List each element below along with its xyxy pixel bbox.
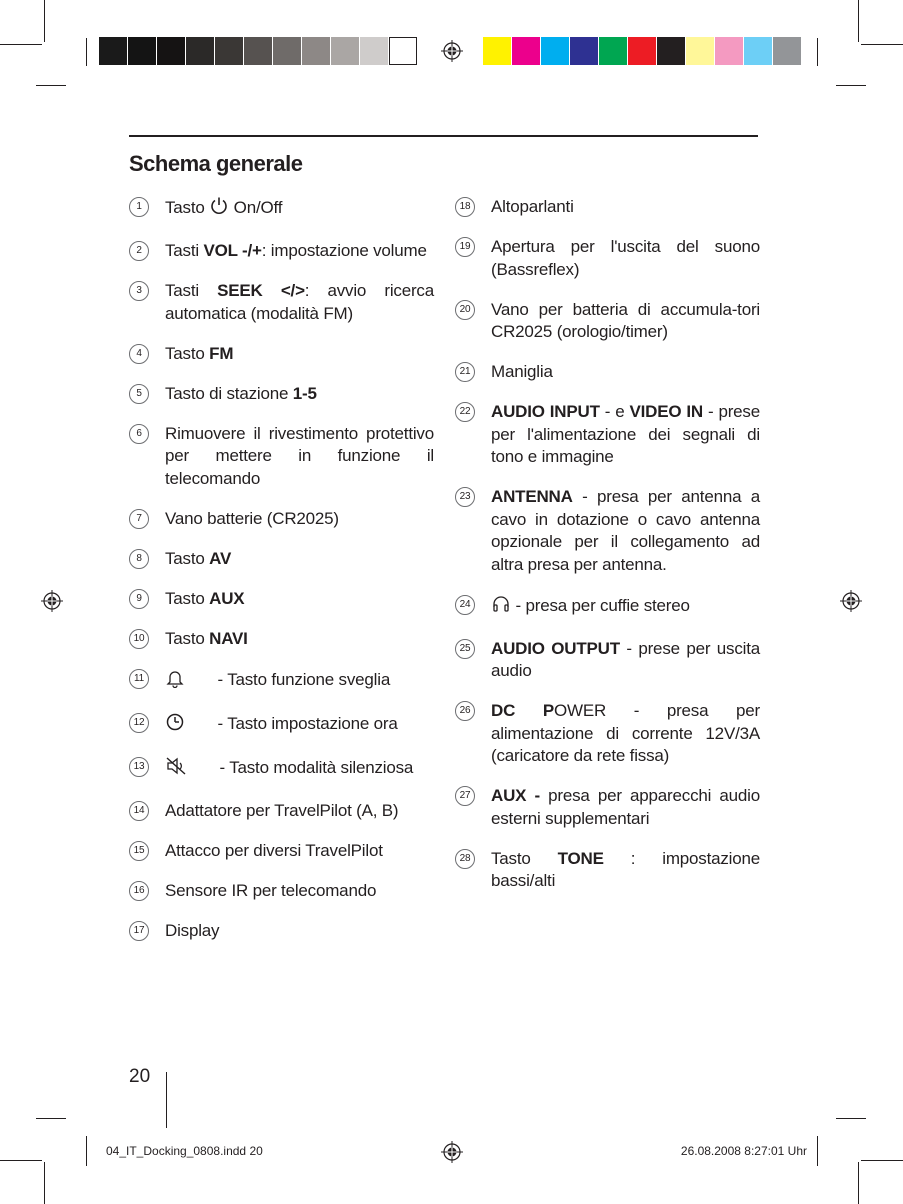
item-text: [491, 785, 760, 830]
item-label: Vano batterie (CR2025): [165, 508, 339, 528]
list-item: [455, 401, 760, 469]
item-bold-label: 1-5: [292, 383, 317, 403]
list-item: [129, 628, 434, 651]
item-label: Tasto: [491, 848, 558, 868]
registration-mark-icon: [840, 590, 862, 612]
item-number-badge: 22: [455, 402, 475, 422]
item-text: [165, 800, 434, 823]
crop-mark: [86, 1136, 87, 1166]
item-label: - prese per uscita audio: [491, 638, 760, 680]
list-item: [129, 508, 434, 531]
page-title: Schema generale: [129, 151, 303, 176]
item-bold-label: VOL -/+: [203, 241, 262, 260]
item-number-badge: 26: [455, 701, 475, 721]
item-text: [491, 299, 760, 344]
item-bold-label: TONE: [557, 848, 604, 868]
list-item: [129, 548, 434, 571]
item-label: - presa per cuffie stereo: [511, 595, 690, 615]
registration-mark-icon: [41, 590, 63, 612]
color-swatch: [244, 37, 272, 65]
mute-icon: [165, 756, 187, 783]
item-label: Display: [165, 920, 220, 940]
list-item: [455, 486, 760, 576]
item-text: [165, 383, 434, 406]
list-item: [129, 196, 434, 223]
crop-mark: [0, 1160, 42, 1161]
item-number-badge: 13: [129, 757, 149, 777]
list-item: [455, 848, 760, 893]
color-swatch: [389, 37, 417, 65]
item-number-badge: 2: [129, 241, 149, 261]
list-item: [455, 785, 760, 830]
item-label: - prese per l'alimentazione dei segnali di tono e immagine: [491, 402, 760, 466]
item-label: Tasto: [165, 548, 210, 568]
item-number-badge: 11: [129, 669, 149, 689]
clock-icon: [165, 712, 185, 739]
power-icon: [209, 196, 229, 223]
item-text: [491, 196, 760, 219]
color-swatch: [686, 37, 714, 65]
item-bold-label: DC P: [491, 701, 554, 720]
item-text: [165, 548, 434, 571]
item-text: [165, 880, 434, 903]
item-number-badge: 7: [129, 509, 149, 529]
page-number: 20: [129, 1066, 151, 1087]
item-label: Apertura per l'uscita del suono (Bassreflex): [491, 237, 760, 279]
list-item: [129, 920, 434, 943]
list-item: [129, 588, 434, 611]
item-label: presa per apparecchi audio esterni supplementari: [491, 786, 760, 828]
color-swatch: [215, 37, 243, 65]
item-text: [491, 486, 760, 576]
item-text: [165, 712, 434, 739]
item-bold-label: FM: [209, 343, 234, 363]
item-label: Tasto: [165, 198, 210, 217]
item-text: [165, 508, 434, 531]
item-text: [491, 638, 760, 683]
color-swatch: [628, 37, 656, 65]
item-number-badge: 27: [455, 786, 475, 806]
color-swatch: [512, 37, 540, 65]
item-text: [165, 196, 434, 223]
item-label: On/Off: [229, 198, 283, 217]
crop-mark: [36, 85, 66, 86]
headphones-icon: [491, 594, 511, 621]
item-label: Tasti: [165, 241, 204, 260]
item-bold-label: AUDIO OUTPUT: [491, 638, 620, 658]
color-swatch: [773, 37, 801, 65]
item-number-badge: 24: [455, 595, 475, 615]
crop-mark: [44, 1162, 45, 1204]
item-text: [165, 423, 434, 491]
registration-mark-icon: [441, 40, 463, 62]
list-item: [455, 236, 760, 281]
item-text: [165, 588, 434, 611]
item-number-badge: 6: [129, 424, 149, 444]
page-number-rule: [166, 1072, 167, 1128]
slug-filename: 04_IT_Docking_0808.indd 20: [106, 1144, 263, 1158]
list-item: [129, 712, 434, 739]
item-text: [491, 361, 760, 384]
item-label: Rimuovere il rivestimento protettivo per mettere in funzione il telecomando: [165, 423, 434, 488]
item-text: [491, 700, 760, 768]
item-number-badge: 12: [129, 713, 149, 733]
item-number-badge: 4: [129, 344, 149, 364]
item-number-badge: 23: [455, 487, 475, 507]
item-text: [165, 840, 434, 863]
list-item: [129, 383, 434, 406]
item-number-badge: 19: [455, 237, 475, 257]
item-label: - Tasto impostazione ora: [213, 713, 398, 733]
crop-mark: [858, 0, 859, 42]
crop-mark: [861, 44, 903, 45]
item-text: [165, 280, 434, 325]
list-item: [129, 800, 434, 823]
color-swatch: [570, 37, 598, 65]
item-bold-label: AUDIO INPUT: [491, 402, 600, 421]
item-text: [165, 756, 434, 783]
item-label: Maniglia: [491, 362, 553, 381]
item-number-badge: 1: [129, 197, 149, 217]
crop-mark: [858, 1162, 859, 1204]
item-bold-label: AUX: [209, 588, 245, 608]
item-number-badge: 10: [129, 629, 149, 649]
item-number-badge: 3: [129, 281, 149, 301]
item-text: [165, 920, 434, 943]
item-label: : avvio ricerca automatica (modalità FM): [165, 281, 434, 323]
item-text: [491, 848, 760, 893]
item-number-badge: 16: [129, 881, 149, 901]
crop-mark: [861, 1160, 903, 1161]
item-number-badge: 21: [455, 362, 475, 382]
list-item: [455, 196, 760, 219]
crop-mark: [36, 1118, 66, 1119]
color-swatch: [599, 37, 627, 65]
list-item: [129, 840, 434, 863]
item-label: Altoparlanti: [491, 197, 574, 216]
item-number-badge: 9: [129, 589, 149, 609]
overview-list-left: [129, 196, 434, 960]
color-swatch: [483, 37, 511, 65]
item-label: - Tasto modalità silenziosa: [215, 757, 414, 777]
list-item: [129, 880, 434, 903]
item-label: - e: [599, 402, 630, 421]
color-swatch: [186, 37, 214, 65]
slug-date: 26.08.2008 8:27:01 Uhr: [680, 1144, 807, 1158]
list-item: [455, 299, 760, 344]
item-text: [165, 668, 434, 695]
item-text: [491, 401, 760, 469]
list-item: [455, 638, 760, 683]
item-label: Vano per batteria di accumula-tori CR2025 (orologio/timer): [491, 299, 760, 341]
crop-mark: [817, 38, 818, 66]
list-item: [455, 594, 760, 621]
crop-mark: [836, 85, 866, 86]
item-number-badge: 8: [129, 549, 149, 569]
item-number-badge: 25: [455, 639, 475, 659]
list-item: [129, 423, 434, 491]
registration-mark-icon: [441, 1141, 463, 1163]
color-swatch: [715, 37, 743, 65]
item-label: Tasto: [165, 588, 210, 608]
item-number-badge: 5: [129, 384, 149, 404]
item-bold-label: NAVI: [209, 628, 248, 648]
item-label: : impostazione bassi/alti: [491, 848, 761, 890]
list-item: [455, 700, 760, 768]
item-number-badge: 14: [129, 801, 149, 821]
list-item: [455, 361, 760, 384]
item-bold-label: VIDEO IN: [629, 402, 703, 421]
list-item: [129, 668, 434, 695]
item-bold-label: SEEK </>: [217, 281, 305, 300]
heading-rule: [129, 135, 758, 137]
item-label: OWER - presa per alimentazione di corrente 12V/3A (caricatore da rete fissa): [491, 701, 760, 765]
item-bold-label: AUX -: [491, 786, 540, 805]
item-number-badge: 28: [455, 849, 475, 869]
color-swatch: [99, 37, 127, 65]
color-swatch: [157, 37, 185, 65]
list-item: [129, 280, 434, 325]
item-text: [165, 343, 434, 366]
color-swatch: [331, 37, 359, 65]
color-swatch: [360, 37, 388, 65]
color-swatch: [657, 37, 685, 65]
item-text: [491, 236, 760, 281]
item-label: Sensore IR per telecomando: [165, 880, 377, 900]
item-number-badge: 15: [129, 841, 149, 861]
crop-mark: [86, 38, 87, 66]
color-swatch: [273, 37, 301, 65]
item-label: : impostazione volume: [261, 241, 427, 260]
crop-mark: [44, 0, 45, 42]
item-label: Attacco per diversi TravelPilot: [165, 840, 383, 860]
crop-mark: [0, 44, 42, 45]
item-number-badge: 18: [455, 197, 475, 217]
item-bold-label: ANTENNA: [491, 487, 573, 506]
item-label: Adattatore per TravelPilot (A, B): [165, 800, 399, 820]
list-item: [129, 240, 434, 263]
color-swatch: [744, 37, 772, 65]
list-item: [129, 343, 434, 366]
item-label: - Tasto funzione sveglia: [213, 669, 391, 689]
color-swatch: [302, 37, 330, 65]
color-swatch: [128, 37, 156, 65]
item-number-badge: 20: [455, 300, 475, 320]
color-swatch: [541, 37, 569, 65]
list-item: [129, 756, 434, 783]
item-text: [165, 240, 434, 263]
item-label: Tasto: [165, 343, 210, 363]
item-label: Tasto di stazione: [165, 383, 293, 403]
item-label: Tasti: [165, 281, 218, 300]
bell-icon: [165, 668, 185, 695]
item-number-badge: 17: [129, 921, 149, 941]
item-text: [491, 594, 760, 621]
item-label: - presa per antenna a cavo in dotazione o cavo antenna opzionale per il collegamento ad altra presa per antenna.: [491, 487, 760, 574]
item-bold-label: AV: [209, 548, 232, 568]
item-label: Tasto: [165, 628, 210, 648]
crop-mark: [836, 1118, 866, 1119]
item-text: [165, 628, 434, 651]
overview-list-right: [455, 196, 760, 910]
crop-mark: [817, 1136, 818, 1166]
